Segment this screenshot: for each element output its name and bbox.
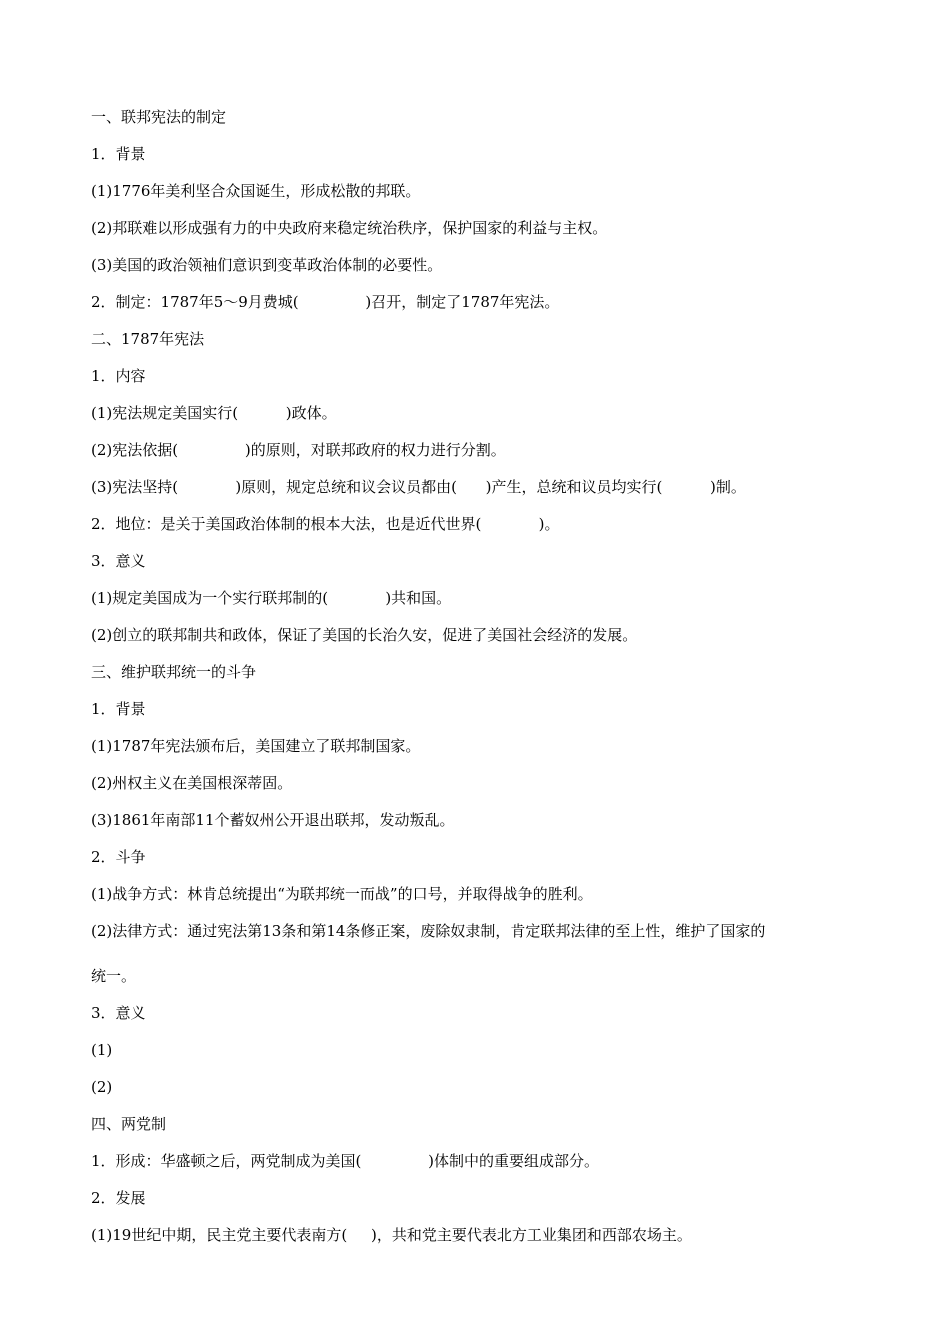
subheading-development: 2．发展 [91,1189,146,1207]
paragraph-fill-blank: (1)宪法规定美国实行( )政体。 [91,404,337,422]
paragraph-continuation: 统一。 [91,967,137,985]
paragraph-fill-blank: 1．形成：华盛顿之后，两党制成为美国( )体制中的重要组成部分。 [91,1152,600,1170]
paragraph: (2)邦联难以形成强有力的中央政府来稳定统治秩序，保护国家的利益与主权。 [91,219,608,237]
paragraph: (3)1861年南部11个蓄奴州公开退出联邦，发动叛乱。 [91,811,455,829]
document-body [91,99,871,1254]
paragraph-fill-blank: (1)规定美国成为一个实行联邦制的( )共和国。 [91,589,452,607]
paragraph: (2)法律方式：通过宪法第13条和第14条修正案，废除奴隶制，肯定联邦法律的至上性，维护了国家的 [91,922,766,940]
list-item-empty: (1) [91,1041,113,1059]
paragraph: (1)1787年宪法颁布后，美国建立了联邦制国家。 [91,737,421,755]
subheading-background: 1．背景 [91,700,146,718]
paragraph-fill-blank: (1)19世纪中期，民主党主要代表南方( )，共和党主要代表北方工业集团和西部农场主。 [91,1226,692,1244]
paragraph: (1)战争方式：林肯总统提出“为联邦统一而战”的口号，并取得战争的胜利。 [91,885,593,903]
subheading-background: 1．背景 [91,145,146,163]
subheading-struggle: 2．斗争 [91,848,146,866]
paragraph-fill-blank: 2．制定：1787年5～9月费城( )召开，制定了1787年宪法。 [91,293,560,311]
subheading-content: 1．内容 [91,367,146,385]
subheading-significance: 3．意义 [91,1004,146,1022]
list-item-empty: (2) [91,1078,113,1096]
paragraph-fill-blank: 2．地位：是关于美国政治体制的根本大法，也是近代世界( )。 [91,515,560,533]
subheading-significance: 3．意义 [91,552,146,570]
paragraph: (2)州权主义在美国根深蒂固。 [91,774,293,792]
paragraph: (1)1776年美利坚合众国诞生，形成松散的邦联。 [91,182,421,200]
paragraph: (2)创立的联邦制共和政体，保证了美国的长治久安，促进了美国社会经济的发展。 [91,626,638,644]
section-heading-4: 四、两党制 [91,1115,167,1133]
section-heading-3: 三、维护联邦统一的斗争 [91,663,257,681]
section-heading-2: 二、1787年宪法 [91,330,205,348]
paragraph-fill-blank: (3)宪法坚持( )原则，规定总统和议会议员都由( )产生，总统和议员均实行( )制。 [91,478,746,496]
paragraph: (3)美国的政治领袖们意识到变革政治体制的必要性。 [91,256,443,274]
paragraph-fill-blank: (2)宪法依据( )的原则，对联邦政府的权力进行分割。 [91,441,506,459]
section-heading-1: 一、联邦宪法的制定 [91,108,227,126]
